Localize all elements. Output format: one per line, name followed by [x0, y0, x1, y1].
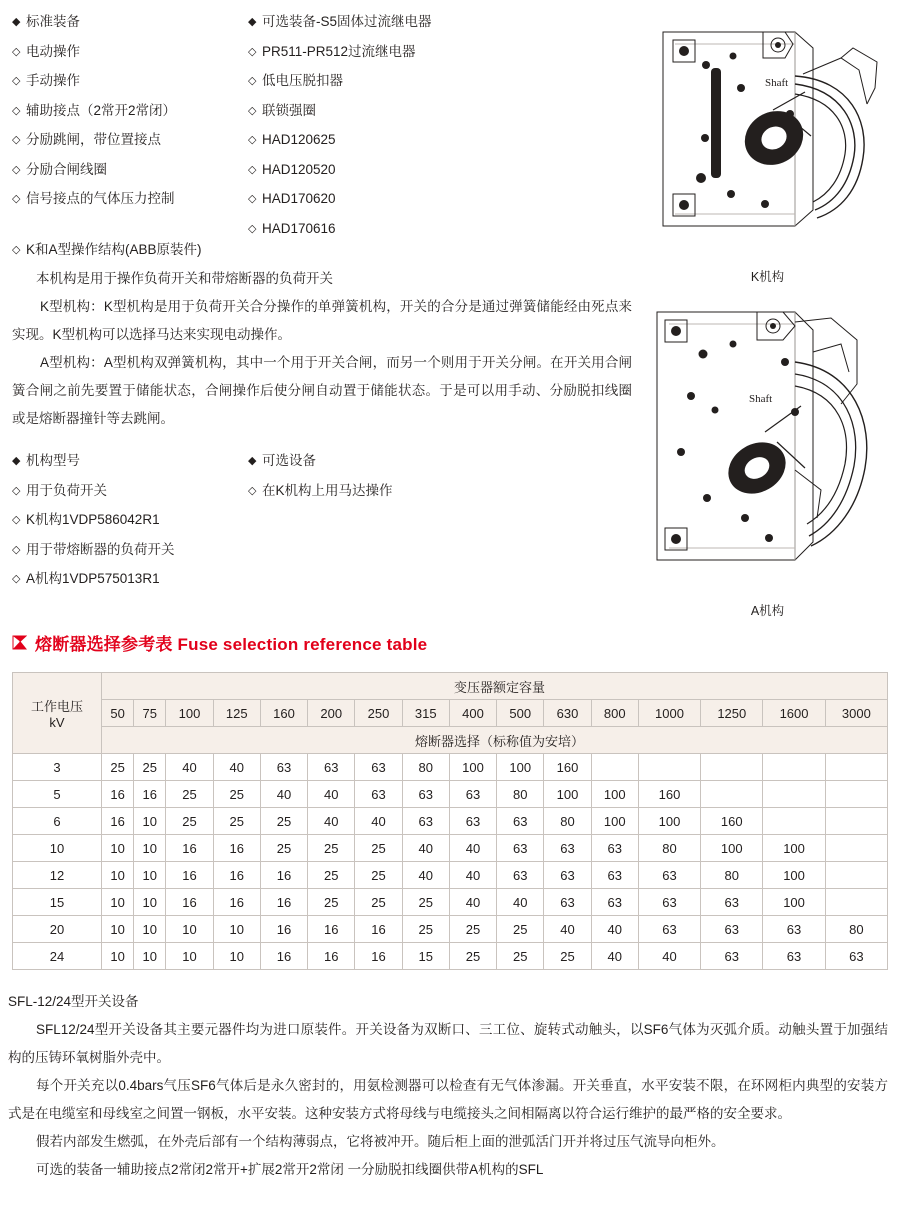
list-item [248, 477, 548, 507]
cell: 16 [166, 889, 213, 916]
list-item-label: 可选设备 [262, 453, 316, 468]
list-item-label: K机构1VDP586042R1 [26, 512, 160, 527]
paragraph: 假若内部发生燃弧，在外壳后部有一个结构薄弱点，它将被冲开。随后柜上面的泄弧活门开并将过压气流导向柜外。 [36, 1134, 725, 1149]
row-voltage: 20 [13, 916, 102, 943]
optional-equipment-list [248, 8, 538, 244]
cell: 40 [402, 835, 449, 862]
row-voltage: 5 [13, 781, 102, 808]
cell: 63 [260, 754, 307, 781]
cell: 16 [260, 862, 307, 889]
list-item-label: 信号接点的气体压力控制 [26, 191, 175, 206]
row-voltage: 12 [13, 862, 102, 889]
cell: 160 [544, 754, 591, 781]
cell: 63 [825, 943, 887, 970]
cell: 63 [497, 862, 544, 889]
diamond-hollow-icon [248, 67, 262, 96]
bottom-description [8, 988, 888, 1184]
cell: 16 [355, 943, 402, 970]
diamond-hollow-icon [248, 477, 262, 506]
cell: 80 [544, 808, 591, 835]
diamond-hollow-icon [12, 156, 26, 185]
cell: 63 [591, 889, 638, 916]
list-item [248, 126, 538, 156]
cell: 160 [638, 781, 700, 808]
cell: 63 [355, 754, 402, 781]
bottom-title: SFL-12/24型开关设备 [8, 994, 139, 1009]
cell: 100 [591, 781, 638, 808]
column-header: 1000 [638, 700, 700, 727]
column-header: 100 [166, 700, 213, 727]
list-item-label: HAD120625 [262, 132, 336, 147]
list-item [12, 185, 252, 215]
cell: 100 [763, 862, 825, 889]
diamond-hollow-icon [12, 126, 26, 155]
cell: 63 [638, 862, 700, 889]
cell [763, 754, 825, 781]
cell: 25 [260, 835, 307, 862]
column-header: 75 [134, 700, 166, 727]
fuse-selection-table-wrap [12, 672, 888, 970]
voltage-header-line2: kV [49, 715, 65, 730]
cell: 40 [355, 808, 402, 835]
list-item [12, 67, 252, 97]
cell: 63 [355, 781, 402, 808]
diamond-hollow-icon [248, 38, 262, 67]
list-item [248, 67, 538, 97]
capacity-header: 变压器额定容量 [102, 673, 888, 700]
list-item-label: 标准装备 [26, 14, 80, 29]
cell: 100 [763, 835, 825, 862]
column-header: 125 [213, 700, 260, 727]
row-voltage: 15 [13, 889, 102, 916]
cell [825, 808, 887, 835]
cell: 25 [449, 916, 496, 943]
cell: 40 [638, 943, 700, 970]
figure-k-mechanism [645, 18, 890, 285]
list-item [248, 38, 538, 68]
list-item [12, 447, 252, 477]
diamond-hollow-icon [12, 565, 26, 594]
column-header: 3000 [825, 700, 887, 727]
list-item-label: 在K机构上用马达操作 [262, 482, 393, 498]
column-header: 1600 [763, 700, 825, 727]
cell: 25 [497, 943, 544, 970]
cell [825, 862, 887, 889]
k-mechanism-drawing [645, 18, 890, 258]
figure-k-caption: K机构 [750, 270, 785, 284]
red-flag-icon [12, 635, 27, 650]
cell: 63 [591, 862, 638, 889]
cell: 10 [134, 862, 166, 889]
list-item [248, 185, 538, 215]
voltage-header-line1: 工作电压 [30, 699, 83, 714]
cell: 63 [763, 943, 825, 970]
cell: 160 [701, 808, 763, 835]
list-item-label: 辅助接点（2常开2常闭） [26, 102, 177, 118]
column-header: 250 [355, 700, 402, 727]
mechanism-heading [12, 236, 632, 265]
cell [591, 754, 638, 781]
voltage-header [13, 673, 102, 754]
list-item [12, 126, 252, 156]
cell: 40 [544, 916, 591, 943]
figure-a-caption: A机构 [750, 604, 785, 618]
diamond-hollow-icon [12, 185, 26, 214]
table-head [13, 673, 888, 754]
cell: 100 [544, 781, 591, 808]
cell: 100 [638, 808, 700, 835]
cell: 63 [544, 862, 591, 889]
diamond-solid-icon [248, 8, 262, 37]
cell: 25 [449, 943, 496, 970]
cell: 10 [134, 916, 166, 943]
list-item-label: HAD120520 [262, 161, 336, 177]
list-item [248, 447, 548, 477]
list-item-label: HAD170620 [262, 191, 336, 206]
cell: 16 [134, 781, 166, 808]
cell: 10 [213, 943, 260, 970]
cell: 16 [355, 916, 402, 943]
shaft-label: Shaft [765, 77, 789, 89]
list-item-label: 手动操作 [26, 73, 80, 88]
table-row [13, 889, 888, 916]
cell: 25 [166, 808, 213, 835]
paragraph: 可选的装备一辅助接点2常闭2常开+扩展2常开2常闭 一分励脱扣线圈供带A机构的SFL [36, 1162, 544, 1177]
cell: 63 [638, 916, 700, 943]
cell: 16 [102, 808, 134, 835]
column-header: 1250 [701, 700, 763, 727]
diamond-solid-icon [248, 447, 262, 476]
cell: 40 [260, 781, 307, 808]
list-item-label: 电动操作 [26, 43, 80, 59]
cell: 40 [591, 943, 638, 970]
cell: 63 [402, 781, 449, 808]
list-item-label: 低电压脱扣器 [262, 73, 343, 88]
row-voltage: 10 [13, 835, 102, 862]
cell: 80 [825, 916, 887, 943]
row-voltage: 3 [13, 754, 102, 781]
table-header-row-columns [13, 700, 888, 727]
cell: 40 [308, 808, 355, 835]
cell: 25 [260, 808, 307, 835]
cell: 16 [213, 889, 260, 916]
cell: 25 [402, 916, 449, 943]
cell: 40 [166, 754, 213, 781]
column-header: 160 [260, 700, 307, 727]
cell: 63 [497, 835, 544, 862]
figure-a-mechanism [645, 292, 890, 619]
cell: 25 [497, 916, 544, 943]
mechanism-heading-label: K和A型操作结构(ABB原装件) [26, 242, 202, 257]
diamond-hollow-icon [12, 38, 26, 67]
cell: 25 [308, 889, 355, 916]
column-header: 630 [544, 700, 591, 727]
list-item [12, 565, 252, 595]
table-row [13, 808, 888, 835]
cell: 15 [402, 943, 449, 970]
cell: 40 [497, 889, 544, 916]
diamond-hollow-icon [12, 97, 26, 126]
cell: 16 [308, 916, 355, 943]
cell [638, 754, 700, 781]
cell: 63 [402, 808, 449, 835]
table-header-row-capacity [13, 673, 888, 700]
cell [825, 754, 887, 781]
cell: 16 [260, 889, 307, 916]
cell: 100 [591, 808, 638, 835]
cell: 10 [166, 943, 213, 970]
paragraph: 每个开关充以0.4bars气压SF6气体后是永久密封的，用氨检测器可以检查有无气体渗漏。开关垂直，水平安装不限，在环网柜内典型的安装方式是在电缆室和母线室之间置一钢板，水平安装。这种安装方式将母线与电缆接头之间相隔离以符合运行维护的最严格的安全要求。 [8, 1078, 888, 1121]
fuse-selection-table [12, 672, 888, 970]
diamond-hollow-icon [12, 236, 26, 264]
cell: 80 [638, 835, 700, 862]
list-item-label: 用于负荷开关 [26, 482, 107, 498]
table-row [13, 835, 888, 862]
cell: 25 [308, 862, 355, 889]
list-item [248, 156, 538, 186]
cell: 25 [355, 835, 402, 862]
row-voltage: 6 [13, 808, 102, 835]
cell: 63 [763, 916, 825, 943]
diamond-solid-icon [12, 447, 26, 476]
diamond-hollow-icon [248, 97, 262, 126]
paragraph: 本机构是用于操作负荷开关和带熔断器的负荷开关 [36, 271, 333, 286]
list-item-label: 可选装备-S5固体过流继电器 [262, 14, 432, 29]
cell: 25 [308, 835, 355, 862]
diamond-solid-icon [12, 8, 26, 37]
cell: 63 [701, 943, 763, 970]
select-header: 熔断器选择（标称值为安培） [102, 727, 888, 754]
cell: 63 [591, 835, 638, 862]
cell [763, 781, 825, 808]
cell: 16 [260, 943, 307, 970]
cell: 25 [402, 889, 449, 916]
cell [701, 781, 763, 808]
table-row [13, 916, 888, 943]
cell: 63 [544, 835, 591, 862]
list-item-label: 分励合闸线圈 [26, 161, 107, 177]
list-item [12, 8, 252, 38]
column-header: 200 [308, 700, 355, 727]
cell: 40 [213, 754, 260, 781]
section-heading [12, 630, 427, 655]
cell: 25 [134, 754, 166, 781]
list-item [12, 38, 252, 68]
table-row [13, 943, 888, 970]
paragraph: A型机构：A型机构双弹簧机构，其中一个用于开关合闸，而另一个则用于开关分闸。在开关用合闸簧合闸之前先要置于储能状态，合闸操作后使分闸自动置于储能状态。于是可以用手动、分励脱扣线圈或是熔断器撞针等去跳闸。 [12, 355, 632, 426]
cell: 63 [497, 808, 544, 835]
mechanism-model-list [12, 447, 252, 595]
paragraph: K型机构：K型机构是用于负荷开关合分操作的单弹簧机构，开关的合分是通过弹簧储能经由死点来实现。K型机构可以选择马达来实现电动操作。 [12, 299, 632, 342]
diamond-hollow-icon [12, 477, 26, 506]
cell: 63 [701, 889, 763, 916]
cell: 16 [308, 943, 355, 970]
cell: 40 [449, 835, 496, 862]
table-row [13, 754, 888, 781]
shaft-label: Shaft [749, 393, 773, 405]
cell: 63 [449, 808, 496, 835]
list-item-label: 联锁强圈 [262, 102, 316, 118]
diamond-hollow-icon [248, 185, 262, 214]
cell: 10 [134, 889, 166, 916]
cell: 10 [134, 943, 166, 970]
column-header: 50 [102, 700, 134, 727]
table-row [13, 862, 888, 889]
cell: 16 [213, 835, 260, 862]
cell [763, 808, 825, 835]
cell: 10 [102, 862, 134, 889]
list-item [12, 97, 252, 127]
cell: 25 [355, 889, 402, 916]
cell: 10 [102, 889, 134, 916]
cell: 63 [701, 916, 763, 943]
cell: 16 [166, 835, 213, 862]
column-header: 400 [449, 700, 496, 727]
list-item-label: HAD170616 [262, 220, 336, 236]
cell: 40 [449, 889, 496, 916]
cell: 80 [497, 781, 544, 808]
column-header: 800 [591, 700, 638, 727]
cell: 40 [402, 862, 449, 889]
paragraph: SFL12/24型开关设备其主要元器件均为进口原装件。开关设备为双断口、三工位、旋转式动触头，以SF6气体为灭弧介质。动触头置于加强结构的压铸环氧树脂外壳中。 [8, 1022, 888, 1065]
optional-device-list [248, 447, 548, 506]
table-row [13, 781, 888, 808]
cell: 25 [166, 781, 213, 808]
cell: 80 [402, 754, 449, 781]
cell: 25 [355, 862, 402, 889]
cell: 16 [102, 781, 134, 808]
mechanism-description [12, 236, 632, 433]
cell: 10 [134, 835, 166, 862]
cell: 16 [166, 862, 213, 889]
cell: 25 [213, 808, 260, 835]
cell: 16 [213, 862, 260, 889]
list-item [12, 477, 252, 507]
diamond-hollow-icon [12, 506, 26, 535]
diamond-hollow-icon [12, 536, 26, 565]
cell: 40 [449, 862, 496, 889]
list-item [12, 506, 252, 536]
standard-equipment-list [12, 8, 252, 215]
cell: 25 [102, 754, 134, 781]
cell: 100 [449, 754, 496, 781]
column-header: 315 [402, 700, 449, 727]
list-item-label: PR511-PR512过流继电器 [262, 43, 416, 59]
cell [825, 835, 887, 862]
list-item-label: 用于带熔断器的负荷开关 [26, 541, 175, 557]
list-item [12, 156, 252, 186]
a-mechanism-drawing [645, 292, 890, 592]
cell: 63 [449, 781, 496, 808]
cell: 40 [591, 916, 638, 943]
row-voltage: 24 [13, 943, 102, 970]
cell: 80 [701, 862, 763, 889]
cell: 10 [102, 835, 134, 862]
cell: 100 [497, 754, 544, 781]
table-body [13, 754, 888, 970]
cell: 100 [763, 889, 825, 916]
section-title: 熔断器选择参考表 Fuse selection reference table [35, 635, 428, 654]
cell: 63 [544, 889, 591, 916]
list-item [12, 536, 252, 566]
cell: 10 [134, 808, 166, 835]
cell: 63 [308, 754, 355, 781]
list-item-label: A机构1VDP575013R1 [26, 571, 160, 586]
cell: 25 [544, 943, 591, 970]
diamond-hollow-icon [248, 126, 262, 155]
cell: 63 [638, 889, 700, 916]
cell: 10 [213, 916, 260, 943]
cell: 40 [308, 781, 355, 808]
diamond-hollow-icon [12, 67, 26, 96]
list-item-label: 分励跳闸，带位置接点 [26, 132, 161, 147]
table-header-row-select [13, 727, 888, 754]
cell [825, 889, 887, 916]
cell [825, 781, 887, 808]
cell [701, 754, 763, 781]
cell: 10 [102, 916, 134, 943]
cell: 100 [701, 835, 763, 862]
column-header: 500 [497, 700, 544, 727]
cell: 25 [213, 781, 260, 808]
list-item [248, 8, 538, 38]
cell: 16 [260, 916, 307, 943]
list-item [248, 97, 538, 127]
list-item-label: 机构型号 [26, 453, 80, 468]
diamond-hollow-icon [248, 156, 262, 185]
cell: 10 [102, 943, 134, 970]
cell: 10 [166, 916, 213, 943]
